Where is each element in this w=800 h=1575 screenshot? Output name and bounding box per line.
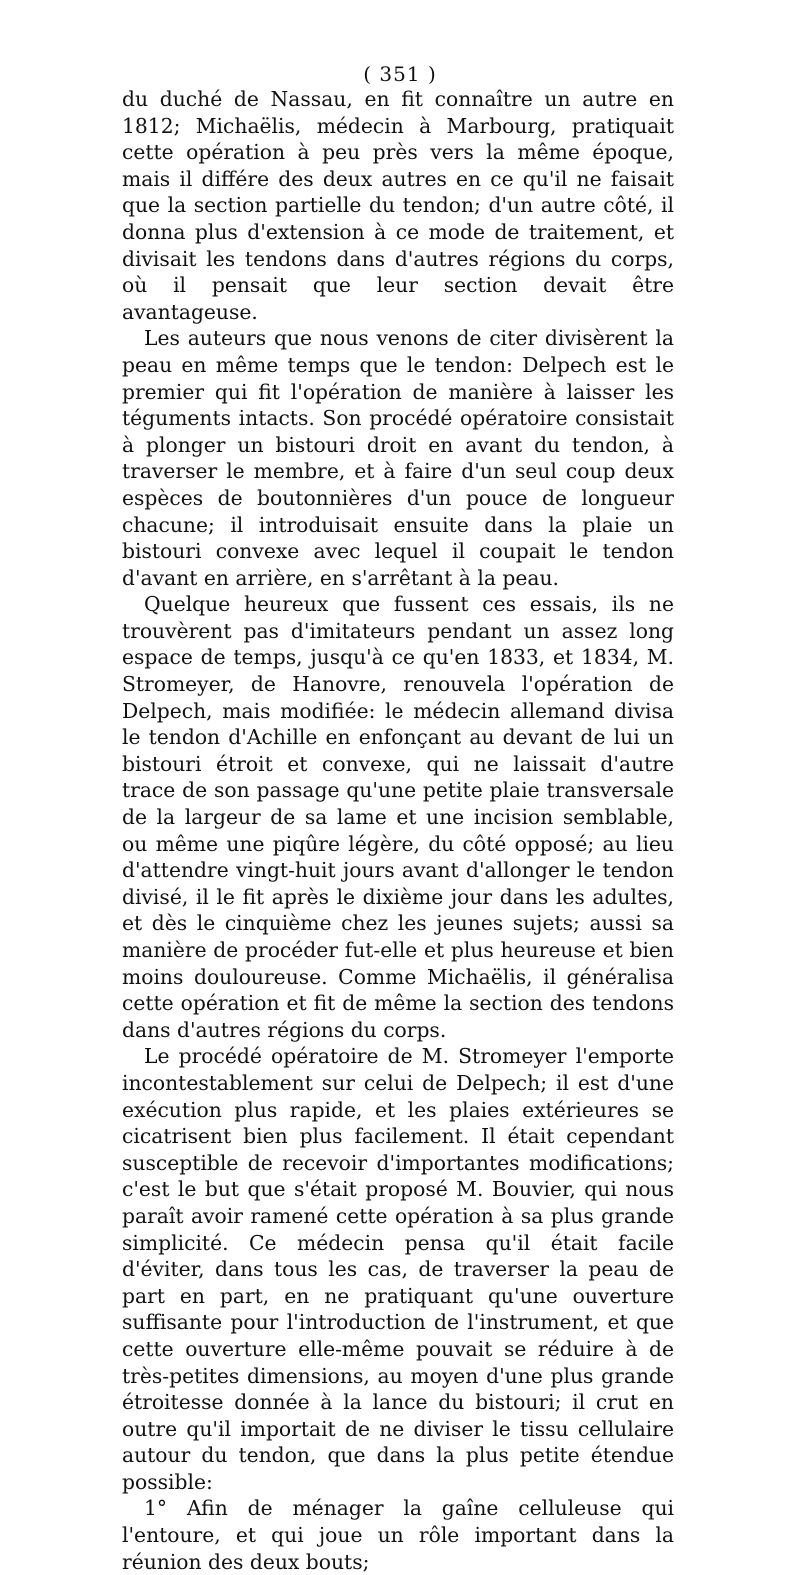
paragraph-continuation: du duché de Nassau, en fit connaître un autre en 1812; Michaëlis, médecin à Marbourg, pratiquait cette opération à peu près vers la même époque, mais il différe des deux autres en ce qu'il ne faisait que la section partielle du tendon; d'un autre côté, il donna plus d'extension à ce mode de traitement, et divisait les tendons dans d'autres régions du corps, où il pensait que leur section devait être avantageuse. <box>122 87 674 324</box>
page-number: ( 351 ) <box>363 62 437 86</box>
body-text <box>122 86 674 1575</box>
paragraph-stromeyer: Quelque heureux que fussent ces essais, ils ne trouvèrent pas d'imitateurs pendant un assez long espace de temps, jusqu'à ce qu'en 1833, et 1834, M. Stromeyer, de Hanovre, renouvela l'opération de Delpech, mais modifiée: le médecin allemand divisa le tendon d'Achille en enfonçant au devant de lui un bistouri étroit et convexe, qui ne laissait d'autre trace de son passage qu'une petite plaie transversale de la largeur de sa lame et une incision semblable, ou même une piqûre légère, du côté opposé; au lieu d'attendre vingt-huit jours avant d'allonger le tendon divisé, il le fit après le dixième jour dans les adultes, et dès le cinquième chez les jeunes sujets; aussi sa manière de procéder fut-elle et plus heureuse et bien moins douloureuse. Comme Michaëlis, il généralisa cette opération et fit de même la section des tendons dans d'autres régions du corps. <box>122 592 674 1042</box>
paragraph-delpech: Les auteurs que nous venons de citer divisèrent la peau en même temps que le tendon: Delpech est le premier qui fit l'opération de manière à laisser les téguments intacts. Son procédé opératoire consistait à plonger un bistouri droit en avant du tendon, à traverser le membre, et à faire d'un seul coup deux espèces de boutonnières d'un pouce de longueur chacune; il introduisait ensuite dans la plaie un bistouri convexe avec lequel il coupait le tendon d'avant en arrière, en s'arrêtant à la peau. <box>122 326 674 590</box>
paragraph-point-one: 1° Afin de ménager la gaîne celluleuse qui l'entoure, et qui joue un rôle important dans la réunion des deux bouts; <box>122 1496 674 1574</box>
paragraph-bouvier: Le procédé opératoire de M. Stromeyer l'emporte incontestablement sur celui de Delpech; il est d'une exécution plus rapide, et les plaies extérieures se cicatrisent bien plus facilement. Il était cependant susceptible de recevoir d'importantes modifications; c'est le but que s'était proposé M. Bouvier, qui nous paraît avoir ramené cette opération à sa plus grande simplicité. Ce médecin pensa qu'il était facile d'éviter, dans tous les cas, de traverser la peau de part en part, en ne pratiquant qu'une ouverture suffisante pour l'introduction de l'instrument, et que cette ouverture elle-même pouvait se réduire à de très-petites dimensions, au moyen d'une plus grande étroitesse donnée à la lance du bistouri; il crut en outre qu'il importait de ne diviser le tissu cellulaire autour du tendon, que dans la plus petite étendue possible: <box>122 1044 674 1494</box>
